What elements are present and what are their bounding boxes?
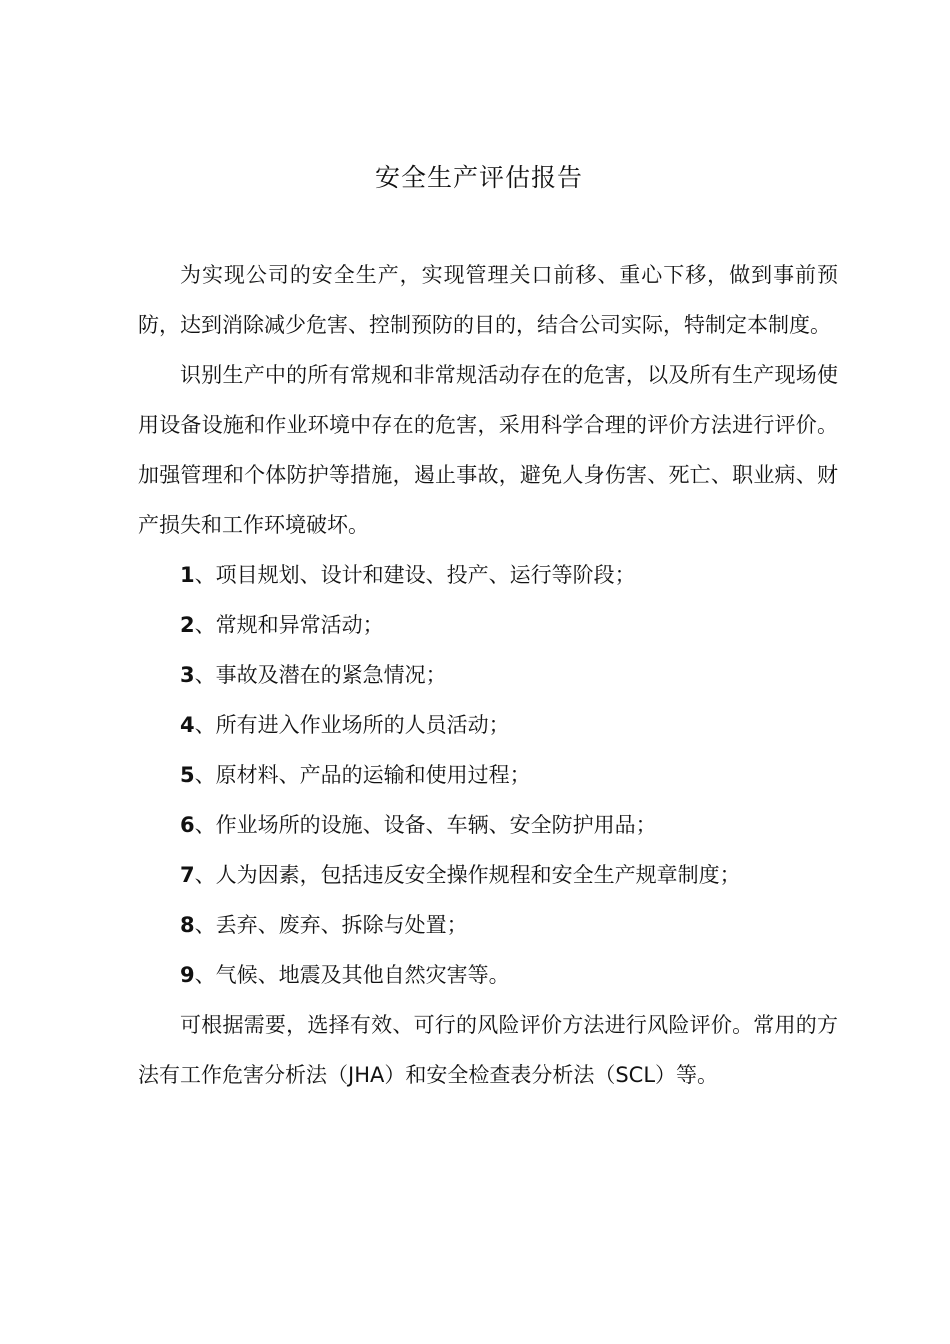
list-item-number: 2: [180, 613, 195, 637]
list-item-text: 、原材料、产品的运输和使用过程；: [194, 763, 531, 787]
list-item: [138, 600, 838, 650]
document-title: 安全生产评估报告: [374, 163, 583, 192]
list-item-text: 、人为因素，包括违反安全操作规程和安全生产规章制度；: [194, 863, 741, 887]
list-item-text: 、事故及潜在的紧急情况；: [194, 663, 447, 687]
list-item-text: 、气候、地震及其他自然灾害等。: [194, 963, 510, 987]
list-item: [138, 800, 838, 850]
document-body: [138, 250, 838, 1100]
list-item-text: 、项目规划、设计和建设、投产、运行等阶段；: [194, 563, 636, 587]
hazard-paragraph: 识别生产中的所有常规和非常规活动存在的危害，以及所有生产现场使用设备设施和作业环境中存在的危害，采用科学合理的评价方法进行评价。加强管理和个体防护等措施，遏止事故，避免人身伤害、死亡、职业病、财产损失和工作环境破坏。: [138, 363, 838, 537]
list-item-text: 、丢弃、废弃、拆除与处置；: [194, 913, 468, 937]
list-item: [138, 550, 838, 600]
list-item-text: 、常规和异常活动；: [194, 613, 384, 637]
list-item-number: 4: [180, 713, 195, 737]
list-item-number: 5: [180, 763, 195, 787]
list-item: [138, 850, 838, 900]
list-item: [138, 650, 838, 700]
list-item: [138, 700, 838, 750]
closing-paragraph: 可根据需要，选择有效、可行的风险评价方法进行风险评价。常用的方法有工作危害分析法（JHA）和安全检查表分析法（SCL）等。: [138, 1013, 838, 1087]
list-item-text: 、作业场所的设施、设备、车辆、安全防护用品；: [194, 813, 657, 837]
list-item: [138, 900, 838, 950]
list-item-number: 7: [180, 863, 195, 887]
list-item: [138, 950, 838, 1000]
list-item-number: 8: [180, 913, 195, 937]
list-item: [138, 750, 838, 800]
intro-paragraph: 为实现公司的安全生产，实现管理关口前移、重心下移，做到事前预防，达到消除减少危害、控制预防的目的，结合公司实际，特制定本制度。: [138, 263, 838, 337]
list-item-number: 1: [180, 563, 195, 587]
list-item-number: 9: [180, 963, 195, 987]
list-item-text: 、所有进入作业场所的人员活动；: [194, 713, 510, 737]
list-item-number: 6: [180, 813, 195, 837]
list-item-number: 3: [180, 663, 195, 687]
